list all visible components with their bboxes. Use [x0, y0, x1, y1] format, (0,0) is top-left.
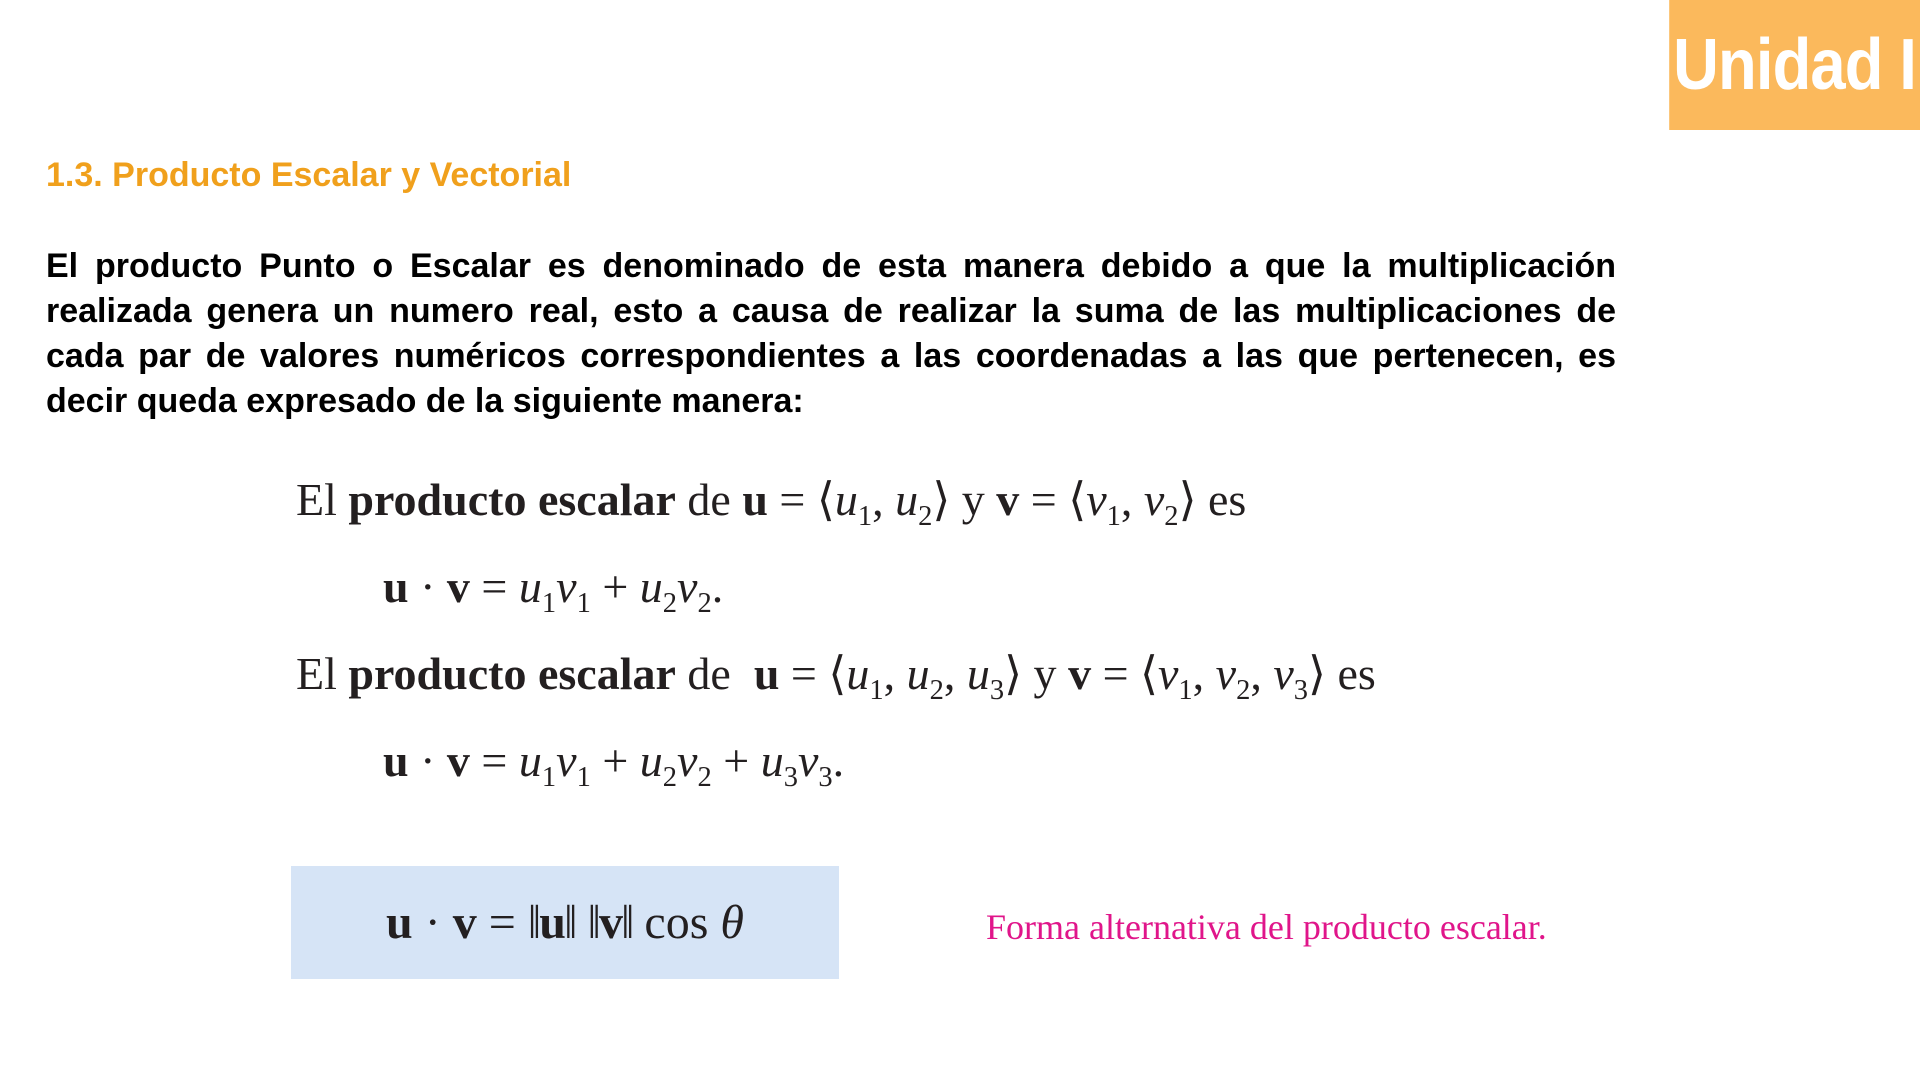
intro-paragraph: El producto Punto o Escalar es denominado de esta manera debido a que la multiplicación realizada genera un numero real, esto a causa de realizar la suma de las multiplicaciones de cada par de valores numéricos correspondientes a las coordenadas a las que pertenecen, es decir queda expresado de la siguiente manera:: [46, 247, 1616, 420]
unit-badge: [1669, 0, 1920, 130]
alt-formula: u · v = ‖u‖ ‖v‖ cos θ: [386, 896, 744, 949]
dot-product-2d-definition: El producto escalar de $u = ⟨u_1$, $u_2⟩$ y $v = ⟨v_1$, $v_2⟩$ es: [296, 474, 1247, 532]
def2-term: producto escalar: [348, 474, 676, 525]
alt-cos: cos: [644, 896, 709, 949]
def3-term: producto escalar: [348, 648, 676, 699]
dot-product-3d-formula: $u \cdot v = u_1v_1 + u_2v_2 + u_3v_3$.: [383, 735, 845, 793]
def3-de: de: [687, 648, 731, 699]
def2-de: de: [687, 474, 731, 525]
alt-formula-caption: Forma alternativa del producto escalar.: [986, 907, 1547, 947]
unit-badge-label: Unidad I: [1673, 25, 1917, 105]
dot-product-3d-definition: El producto escalar de $u = ⟨u_1$, $u_2$, $u_3⟩$ y $v = ⟨v_1$, $v_2$, $v_3⟩$ es: [296, 648, 1376, 706]
def3-el: El: [296, 648, 337, 699]
def2-es: es: [1208, 474, 1247, 525]
def3-es: es: [1337, 648, 1376, 699]
section-heading: 1.3. Producto Escalar y Vectorial: [46, 156, 572, 194]
dot-product-2d-formula: $u \cdot v = u_1v_1 + u_2v_2$.: [383, 561, 724, 619]
formula3d-end: .: [832, 735, 845, 786]
formula2d-end: .: [711, 561, 724, 612]
def2-el: El: [296, 474, 337, 525]
alt-formula-box: [291, 866, 839, 979]
